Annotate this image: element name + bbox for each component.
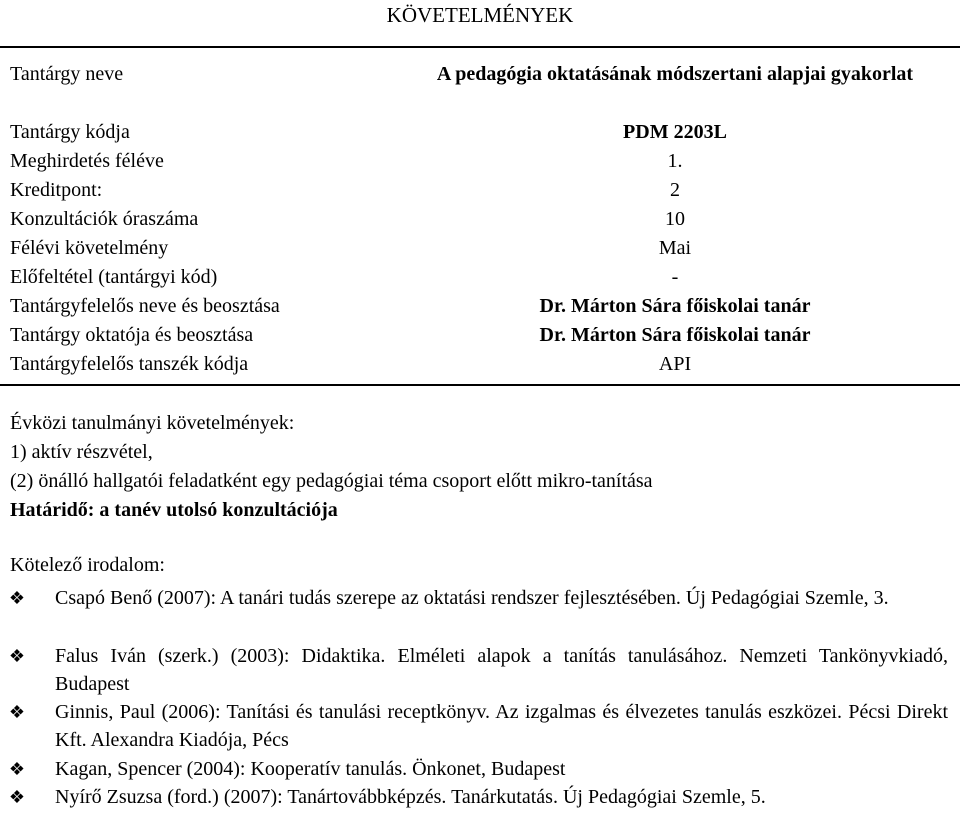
row-value: PDM 2203L: [623, 121, 727, 143]
row-value: Dr. Márton Sára főiskolai tanár: [539, 324, 811, 346]
row-label: Előfeltétel (tantárgyi kód): [10, 266, 218, 288]
diamond-bullet-icon: ❖: [8, 759, 26, 779]
row-label: Félévi követelmény: [10, 237, 169, 259]
literature-item-text: Falus Iván (szerk.) (2003): Didaktika. Elméleti alapok a tanítás tanulásához. Nemzeti Tankönyvkiadó, Budapest: [55, 645, 948, 695]
literature-heading: Kötelező irodalom:: [10, 554, 165, 576]
literature-item: [8, 783, 948, 811]
diamond-bullet-icon: ❖: [8, 787, 26, 807]
row-value: Mai: [658, 237, 692, 259]
literature-item-text: Csapó Benő (2007): A tanári tudás szerepe az oktatási rendszer fejlesztésében. Új Pedagógiai Szemle, 3.: [55, 587, 889, 609]
row-value: API: [658, 353, 692, 375]
row-value: 2: [670, 179, 680, 201]
row-value: 1.: [667, 150, 683, 172]
row-label: Kreditpont:: [10, 179, 103, 201]
literature-item: [8, 584, 948, 612]
diamond-bullet-icon: ❖: [8, 646, 26, 666]
requirement-item: (2) önálló hallgatói feladatként egy pedagógiai téma csoport előtt mikro-tanítása: [10, 470, 653, 492]
literature-item: [8, 642, 948, 698]
table-top-rule: [0, 46, 960, 48]
row-label: Tantárgy neve: [10, 63, 124, 85]
row-label: Tantárgyfelelős tanszék kódja: [10, 353, 249, 375]
page-title: KÖVETELMÉNYEK: [386, 3, 574, 27]
literature-item: [8, 698, 948, 754]
row-value: -: [671, 266, 679, 288]
deadline-text: Határidő: a tanév utolsó konzultációja: [10, 499, 338, 521]
requirement-item: 1) aktív részvétel,: [10, 441, 153, 463]
row-label: Tantárgyfelelős neve és beosztása: [10, 295, 280, 317]
literature-item-text: Nyírő Zsuzsa (ford.) (2007): Tanártovábbképzés. Tanárkutatás. Új Pedagógiai Szemle, 5.: [55, 786, 766, 808]
row-label: Meghirdetés féléve: [10, 150, 164, 172]
row-label: Tantárgy oktatója és beosztása: [10, 324, 254, 346]
table-bottom-rule: [0, 384, 960, 386]
row-label: Konzultációk óraszáma: [10, 208, 199, 230]
requirements-heading: Évközi tanulmányi követelmények:: [10, 412, 295, 434]
diamond-bullet-icon: ❖: [8, 702, 26, 722]
row-value: 10: [665, 208, 685, 230]
literature-item: [8, 755, 948, 783]
row-label: Tantárgy kódja: [10, 121, 130, 143]
row-value: Dr. Márton Sára főiskolai tanár: [539, 295, 811, 317]
row-value: A pedagógia oktatásának módszertani alapjai gyakorlat: [436, 63, 914, 85]
literature-item-text: Ginnis, Paul (2006): Tanítási és tanulási receptkönyv. Az izgalmas és élvezetes tanulás eszközei. Pécsi Direkt Kft. Alexandra Kiadója, Pécs: [55, 701, 948, 751]
literature-item-text: Kagan, Spencer (2004): Kooperatív tanulás. Önkonet, Budapest: [55, 758, 566, 780]
diamond-bullet-icon: ❖: [8, 588, 26, 608]
